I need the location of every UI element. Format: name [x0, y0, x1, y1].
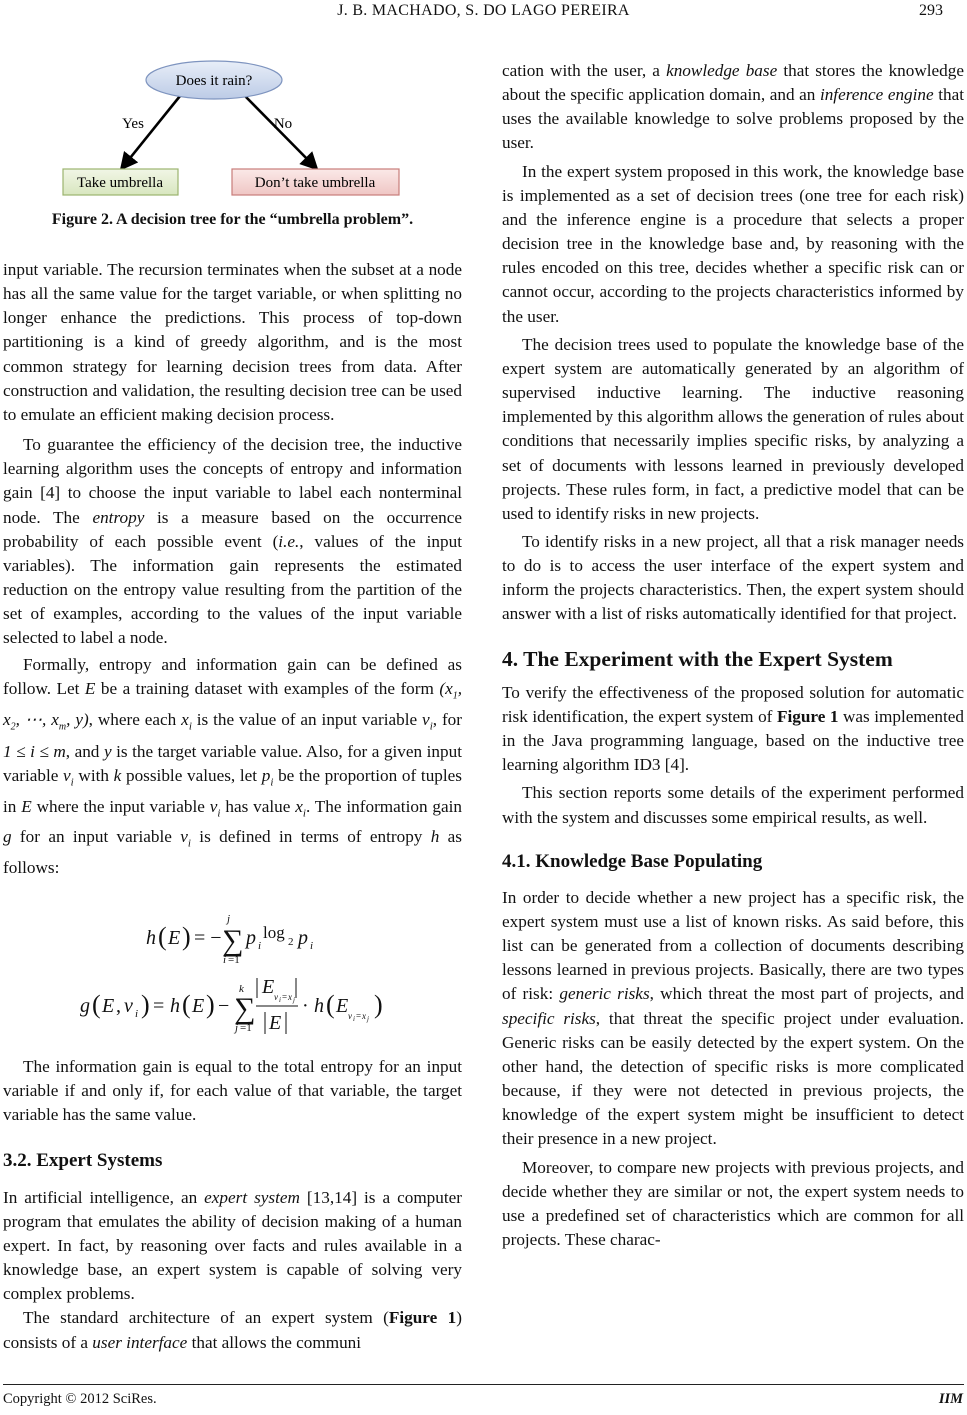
svg-text:h: h: [146, 927, 156, 949]
svg-text:x: x: [362, 1011, 366, 1021]
paragraph: The information gain is equal to the total entropy for an input variable if and only if, for each value of that variable, the target variable has the same value.: [3, 1057, 462, 1125]
paragraph: The decision trees used to populate the knowledge base of the expert system are automatically generated by an algorithm of supervised inductive learning. The inductive reasoning implemented by this algorithm allows the generation of rules about conditions that necessarily implies specific risks, by analyzing a set of documents with lessons learned in previously developed projects. These rules form, in fact, a predictive model that can be used to identify risks in new projects.: [502, 334, 964, 523]
svg-text:E: E: [262, 976, 275, 998]
paragraph: In artificial intelligence, an expert system [13,14] is a computer program that emulates the ability of decision making of a human expert. In fact, by reasoning over facts and rules available in a knowledge base, an expert system is capable of solving very complex problems.: [3, 1187, 462, 1304]
entropy-equations: [60, 908, 440, 1048]
right-column: [502, 59, 964, 1252]
paragraph: Formally, entropy and information gain can be defined as follow. Let E be a training dataset with examples of the form ($x_1$, $x_2$, ⋯, $x_m$, y), where each $x_i$ is the value of an input variable $v_i$, for 1 ≤ i ≤ m, and y is the target variable value. Also, for a given input variable $v_i$ with k possible values, let $p_i$ be the proportion of tuples in E where the input variable $v_i$ has value $x_i$. The information gain g for an input variable $v_i$ is defined in terms of entropy h as follows:: [3, 654, 462, 877]
svg-text:=: =: [153, 995, 165, 1017]
svg-text:k: k: [239, 983, 244, 995]
svg-text:): ): [206, 990, 215, 1019]
page-header: [0, 0, 967, 24]
paragraph: Moreover, to compare new projects with previous projects, and decide whether they are similar or not, the expert system needs to use a predefined set of characteristics which are common for all projects. These charac-: [502, 1157, 964, 1250]
svg-text:i: i: [258, 940, 262, 952]
left-column-lower: [3, 1055, 462, 1355]
svg-text:): ): [182, 922, 191, 951]
paragraph: To guarantee the efficiency of the decision tree, the inductive learning algorithm uses the concepts of entropy and information gain [4] to choose the input variable to label each nonterminal node. The entropy is a measure based on the occurrence probability of each possible event (i.e., values of the input variables). The information gain represents the estimated reduction on the entropy value resulting from the partition of the set of examples, according to the values of the input variable selected to label a node.: [3, 435, 463, 648]
svg-text:x: x: [288, 992, 292, 1002]
svg-text:i: i: [135, 1008, 139, 1020]
svg-text:=1: =1: [228, 954, 240, 966]
svg-text:E: E: [168, 927, 181, 949]
svg-text:(: (: [182, 990, 191, 1019]
svg-text:E: E: [102, 995, 115, 1017]
section-heading: 4. The Experiment with the Expert System: [502, 646, 893, 671]
svg-text:j: j: [367, 1015, 369, 1023]
copyright: Copyright © 2012 SciRes.: [3, 1391, 157, 1407]
svg-text:E: E: [269, 1012, 282, 1034]
edge-no-label: No: [273, 116, 293, 132]
svg-text:log: log: [263, 923, 285, 942]
svg-text:): ): [374, 990, 383, 1019]
svg-text:v: v: [274, 992, 278, 1002]
svg-text:= −: = −: [194, 927, 222, 949]
svg-text:E: E: [192, 995, 205, 1017]
svg-text:i: i: [310, 940, 314, 952]
svg-text:i: i: [223, 954, 227, 966]
svg-text:v: v: [124, 995, 133, 1017]
journal-abbrev: IIM: [938, 1391, 963, 1407]
svg-text:E: E: [336, 995, 349, 1017]
svg-text:p: p: [298, 927, 308, 949]
svg-text:−: −: [218, 995, 230, 1017]
section-heading: 4.1. Knowledge Base Populating: [502, 850, 763, 872]
index-range-formula: 1 ≤ i ≤ m: [3, 741, 66, 761]
svg-text:v: v: [348, 1011, 352, 1021]
svg-text:h: h: [170, 995, 180, 1017]
footer-rule: [3, 1384, 964, 1385]
svg-text:(: (: [92, 990, 101, 1019]
svg-text:h: h: [314, 995, 324, 1017]
svg-text:(: (: [326, 990, 335, 1019]
svg-text:i: i: [279, 996, 281, 1004]
paragraph: In order to decide whether a new project has a specific risk, the expert system must use a list of known risks. As said before, this list can be generated from a collection of documents describing lessons learned in previous projects. Basically, there are two types of risk: generic risks, which threat the most part of projects, and specific risks, that threat the specific project under evaluation. Generic risks can be easily detected by the expert system. On the other hand, the detection of specific risks is more complicated because, if they were not detected in previous projects, the knowledge of the expert system might be insufficient to detect their presence in a new project.: [502, 887, 965, 1149]
section-heading: 3.2. Expert Systems: [3, 1150, 163, 1172]
root-node-label: Does it rain?: [175, 73, 253, 89]
svg-text:∑: ∑: [222, 924, 244, 957]
tuple-formula: ($x_1$, $x_2$, ⋯, $x_m$, y): [3, 678, 462, 733]
paragraph: To identify risks in a new project, all that a risk manager needs to do is to access the user interface of the expert system and inform the projects characteristics. Then, the expert system should answer with a list of risks automatically identified for that project.: [502, 531, 964, 624]
svg-text:j: j: [235, 1022, 239, 1034]
running-title: J. B. MACHADO, S. DO LAGO PEREIRA: [337, 2, 630, 19]
svg-text:=: =: [282, 992, 288, 1002]
svg-text:i: i: [353, 1015, 355, 1023]
figure-caption: Figure 2. A decision tree for the “umbrella problem”.: [51, 211, 414, 228]
svg-text:): ): [141, 990, 150, 1019]
svg-text:2: 2: [288, 936, 294, 948]
edge-yes-label: Yes: [122, 116, 144, 132]
svg-text:j: j: [227, 913, 231, 925]
edge-yes-arrow: [122, 96, 180, 168]
page-number: 293: [919, 2, 943, 19]
svg-text:j: j: [293, 996, 295, 1004]
paragraph: This section reports some details of the experiment performed with the system and discusses some empirical results, as well.: [502, 783, 964, 827]
svg-text:,: ,: [116, 995, 121, 1017]
svg-text:(: (: [158, 922, 167, 951]
edge-no-arrow: [245, 96, 316, 168]
left-column-upper: [3, 258, 462, 880]
paragraph: input variable. The recursion terminates when the subset at a node has all the same value for the target variable, or when splitting no longer enhance the predictions. This process of top-down partitioning is a kind of greedy algorithm, and is the most common strategy for learning decision trees from data. After construction and validation, the resulting decision tree can be used to emulate an efficient making decision process.: [3, 260, 462, 424]
svg-text:·: ·: [302, 995, 309, 1017]
leaf-left-label: Take umbrella: [77, 175, 163, 191]
paragraph: The standard architecture of an expert system (Figure 1) consists of a user interface that allows the communi: [3, 1308, 462, 1352]
paragraph: In the expert system proposed in this work, the knowledge base is implemented as a set of decision trees (one tree for each risk) and the inference engine is a procedure that selects a proper decision tree in the knowledge base and, by reasoning with the rules encoded on this tree, decides whether a specific risk can or cannot occur, according to the projects characteristics informed by the user.: [502, 161, 964, 326]
svg-text:∑: ∑: [234, 992, 256, 1025]
paragraph: cation with the user, a knowledge base that stores the knowledge about the specific application domain, and an inference engine that uses the available knowledge to solve problems proposed by the user.: [502, 61, 964, 153]
paragraph: To verify the effectiveness of the proposed solution for automatic risk identification, the expert system of Figure 1 was implemented in the Java programming language, based on the inductive tree learning algorithm ID3 [4].: [502, 682, 965, 775]
svg-text:=1: =1: [240, 1022, 252, 1034]
svg-text:=: =: [356, 1011, 362, 1021]
svg-text:g: g: [80, 995, 90, 1017]
leaf-right-label: Don’t take umbrella: [254, 175, 376, 191]
decision-tree-figure: [40, 52, 440, 202]
svg-text:p: p: [246, 927, 256, 949]
